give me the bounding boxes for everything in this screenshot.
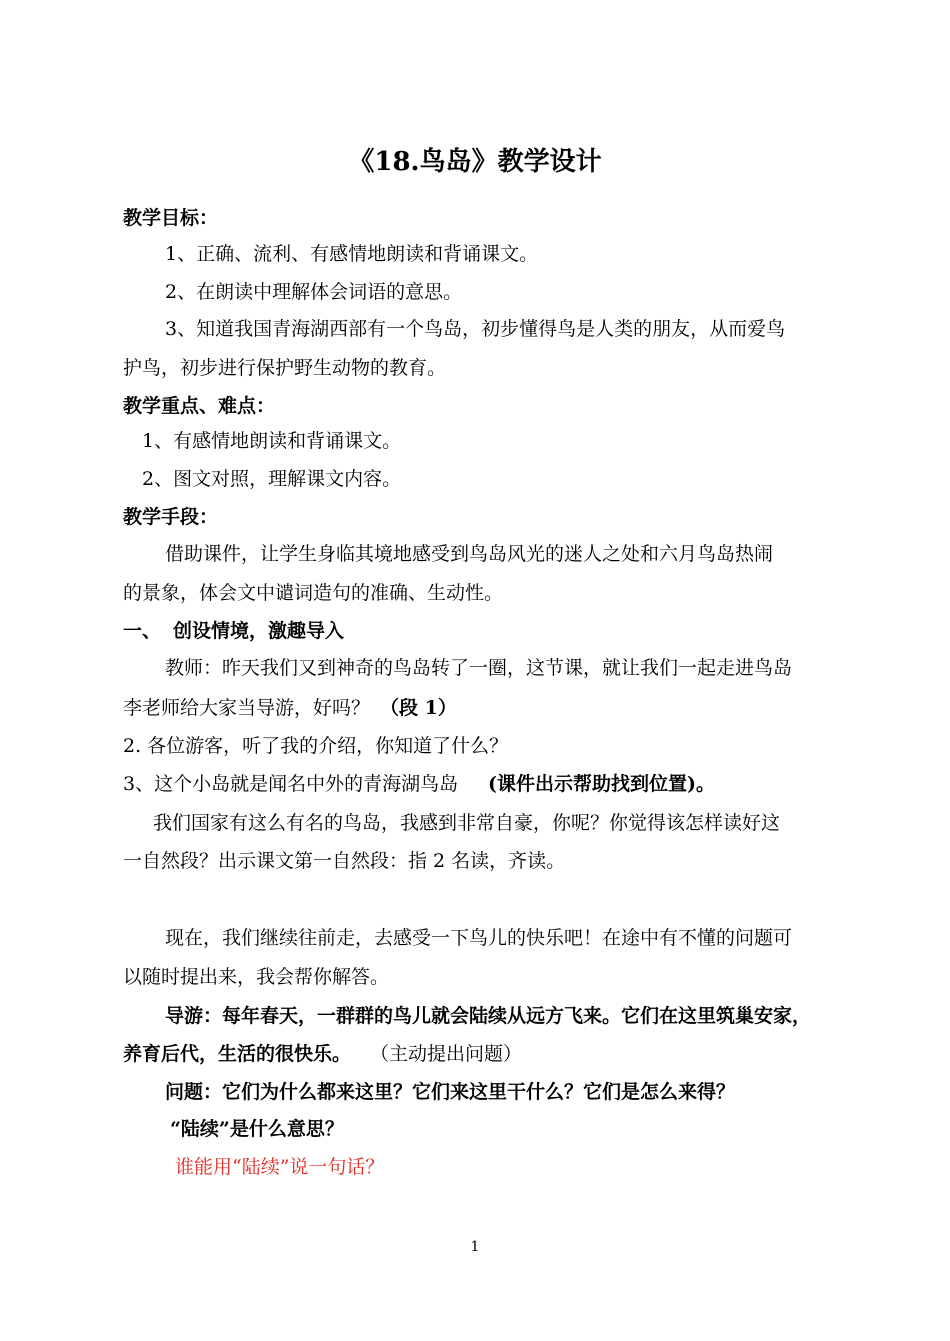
- continue-line-2: 以随时提出来，我会帮你解答。: [123, 966, 390, 988]
- key-point-2: 2、图文对照，理解课文内容。: [142, 468, 402, 490]
- document-title: 《18.鸟岛》教学设计: [348, 147, 602, 177]
- means-heading: 教学手段：: [123, 506, 219, 528]
- part1-number: 一、: [123, 620, 162, 642]
- guide-note: （主动提出问题）: [370, 1043, 523, 1065]
- proud-line-2: 一自然段？出示课文第一自然段：指 2 名读，齐读。: [123, 850, 566, 872]
- means-line-2: 的景象，体会文中谴词造句的准确、生动性。: [123, 582, 504, 604]
- objective-1: 1、正确、流利、有感情地朗读和背诵课文。: [165, 243, 539, 265]
- page-number: 1: [470, 1239, 480, 1255]
- key-point-1: 1、有感情地朗读和背诵课文。: [142, 430, 402, 452]
- teacher-line-2: 李老师给大家当导游，好吗？: [123, 697, 371, 719]
- objectives-heading: 教学目标：: [123, 207, 219, 229]
- key-points-heading: 教学重点、难点：: [123, 395, 276, 417]
- step-3-line: 3、这个小岛就是闻名中外的青海湖鸟岛: [123, 773, 459, 795]
- red-question: 谁能用“陆续”说一句话？: [175, 1156, 385, 1178]
- guide-line-1: 导游：每年春天，一群群的鸟儿就会陆续从远方飞来。它们在这里筑巢安家，: [165, 1005, 812, 1027]
- step-2-line: 2. 各位游客，听了我的介绍，你知道了什么？: [123, 735, 509, 757]
- proud-line-1: 我们国家有这么有名的鸟岛，我感到非常自豪，你呢？你觉得该怎样读好这: [153, 812, 781, 834]
- paragraph-ref: （段 1）: [380, 697, 457, 719]
- luxu-question: “陆续”是什么意思？: [170, 1118, 344, 1140]
- teacher-line-1: 教师：昨天我们又到神奇的鸟岛转了一圈，这节课，就让我们一起走进鸟岛: [165, 657, 793, 679]
- courseware-note: (课件出示帮助找到位置)。: [488, 773, 715, 795]
- objective-2: 2、在朗读中理解体会词语的意思。: [165, 281, 463, 303]
- part1-heading: 创设情境，激趣导入: [173, 620, 345, 642]
- means-line-1: 借助课件，让学生身临其境地感受到鸟岛风光的迷人之处和六月鸟岛热闹: [165, 543, 774, 565]
- questions-line: 问题：它们为什么都来这里？它们来这里干什么？它们是怎么来得？: [165, 1081, 736, 1103]
- objective-3-continued: 护鸟，初步进行保护野生动物的教育。: [123, 357, 447, 379]
- objective-3: 3、知道我国青海湖西部有一个鸟岛，初步懂得鸟是人类的朋友，从而爱鸟: [165, 318, 786, 340]
- continue-line-1: 现在，我们继续往前走，去感受一下鸟儿的快乐吧！在途中有不懂的问题可: [165, 927, 793, 949]
- guide-line-2: 养育后代，生活的很快乐。: [123, 1043, 352, 1065]
